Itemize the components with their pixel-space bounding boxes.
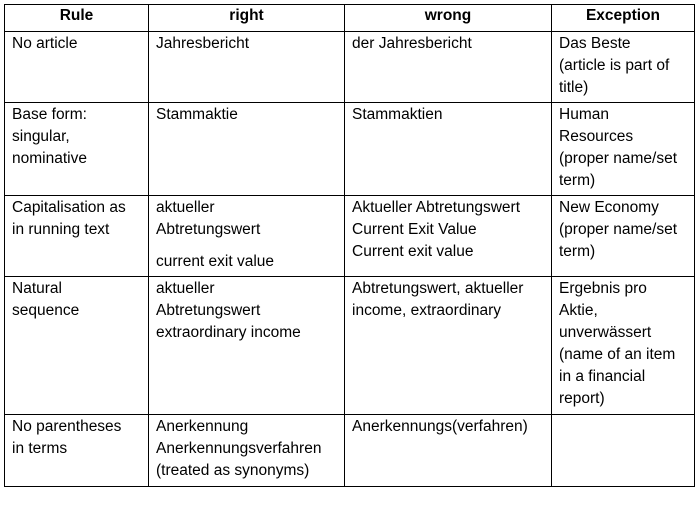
- exception-text: (proper name/set: [559, 150, 678, 167]
- right-cell: [149, 103, 345, 196]
- exception-text: unverwässert: [559, 324, 652, 341]
- rule-text: Natural: [12, 280, 62, 297]
- wrong-text: income, extraordinary: [352, 302, 502, 319]
- wrong-text: der Jahresbericht: [352, 35, 472, 52]
- right-text: Stammaktie: [156, 106, 238, 123]
- right-text: extraordinary income: [156, 324, 301, 341]
- rule-text: sequence: [12, 302, 80, 319]
- right-text: aktueller: [156, 280, 215, 297]
- header-exception: Exception: [552, 5, 695, 32]
- right-text: Anerkennungsverfahren: [156, 440, 322, 457]
- right-text: Abtretungswert: [156, 221, 261, 238]
- wrong-cell: [345, 415, 552, 487]
- wrong-text: Abtretungswert, aktueller: [352, 280, 524, 297]
- right-text: Anerkennung: [156, 418, 249, 435]
- right-cell: [149, 415, 345, 487]
- right-text: (treated as synonyms): [156, 462, 310, 479]
- rule-text: in running text: [12, 221, 110, 238]
- right-cell: [149, 32, 345, 103]
- wrong-text: Anerkennungs(verfahren): [352, 418, 528, 435]
- header-rule: Rule: [5, 5, 149, 32]
- exception-text: title): [559, 79, 589, 96]
- exception-text: Das Beste: [559, 35, 631, 52]
- exception-text: New Economy: [559, 199, 659, 216]
- exception-text: term): [559, 243, 596, 260]
- table-row: [5, 196, 695, 277]
- rule-text: nominative: [12, 150, 87, 167]
- rule-cell: [5, 415, 149, 487]
- right-text: Jahresbericht: [156, 35, 250, 52]
- table-row: [5, 277, 695, 415]
- exception-text: Human: [559, 106, 609, 123]
- exception-cell: [552, 32, 695, 103]
- exception-text: term): [559, 172, 596, 189]
- wrong-cell: [345, 196, 552, 277]
- rule-cell: [5, 277, 149, 415]
- wrong-text: Stammaktien: [352, 106, 443, 123]
- exception-text: Resources: [559, 128, 634, 145]
- exception-text: (proper name/set: [559, 221, 678, 238]
- rule-cell: [5, 103, 149, 196]
- right-cell: [149, 196, 345, 277]
- terminology-rules-table: [4, 4, 695, 487]
- header-row: [5, 5, 695, 32]
- exception-cell: [552, 196, 695, 277]
- wrong-text: Current Exit Value: [352, 221, 477, 238]
- right-cell: [149, 277, 345, 415]
- wrong-cell: [345, 32, 552, 103]
- exception-text: in a financial: [559, 368, 646, 385]
- rule-text: in terms: [12, 440, 68, 457]
- rule-text: Capitalisation as: [12, 199, 126, 216]
- exception-cell: [552, 415, 695, 487]
- rule-text: Base form:: [12, 106, 87, 123]
- header-right: right: [149, 5, 345, 32]
- rule-text: No article: [12, 35, 78, 52]
- exception-cell: [552, 277, 695, 415]
- exception-text: (name of an item: [559, 346, 676, 363]
- rule-cell: [5, 32, 149, 103]
- header-wrong: wrong: [345, 5, 552, 32]
- right-text: current exit value: [156, 253, 275, 270]
- rule-text: No parentheses: [12, 418, 122, 435]
- wrong-text: Aktueller Abtretungswert: [352, 199, 521, 216]
- wrong-cell: [345, 277, 552, 415]
- rule-text: singular,: [12, 128, 70, 145]
- exception-text: (article is part of: [559, 57, 670, 74]
- right-text: Abtretungswert: [156, 302, 261, 319]
- exception-text: Ergebnis pro: [559, 280, 647, 297]
- rule-cell: [5, 196, 149, 277]
- right-text: aktueller: [156, 199, 215, 216]
- exception-cell: [552, 103, 695, 196]
- wrong-text: Current exit value: [352, 243, 474, 260]
- table-row: [5, 415, 695, 487]
- table-row: [5, 32, 695, 103]
- table-row: [5, 103, 695, 196]
- exception-text: report): [559, 390, 605, 407]
- wrong-cell: [345, 103, 552, 196]
- exception-text: Aktie,: [559, 302, 598, 319]
